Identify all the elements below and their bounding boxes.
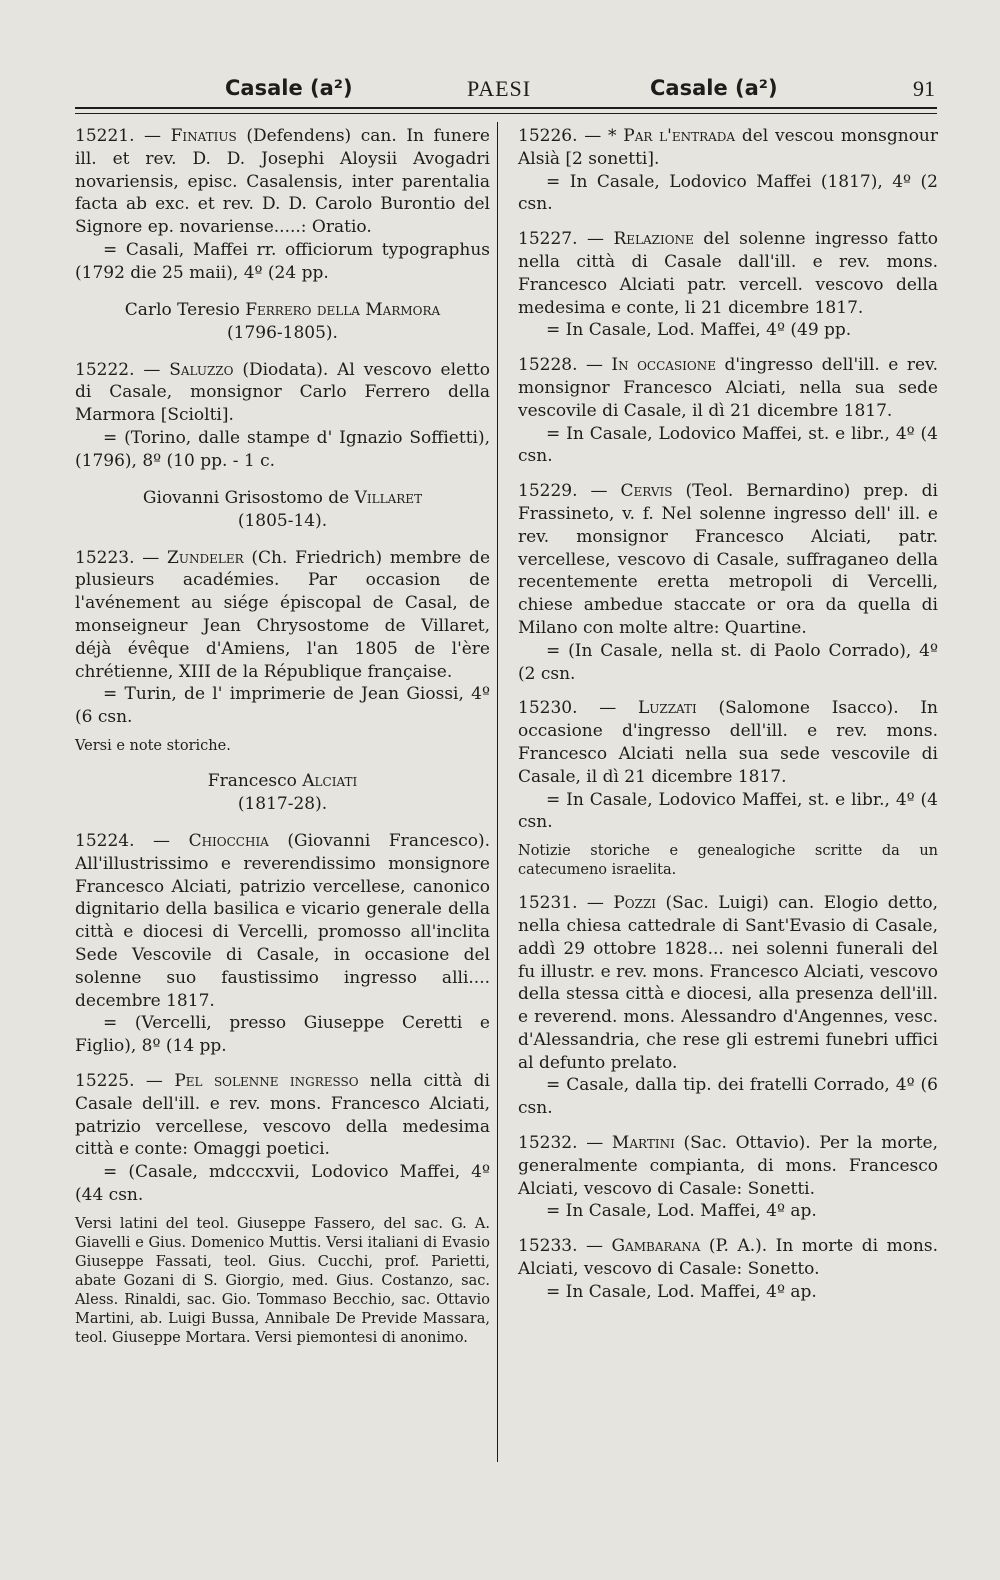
entry-imprint: = In Casale, Lod. Maffei, 4º (49 pp. [546,320,852,341]
entry-number: 15222. — [75,359,170,380]
bibliography-entry [518,697,938,834]
running-head-center: PAESI [467,76,532,101]
entry-body [75,359,490,427]
entry-title: (Sac. Luigi) can. Elogio detto, nella chiesa cattedrale di Sant'Evasio di Casale, addì 29 ottobre 1828... nei solenni funerali del fu illustr. e rev. mons. Francesco Alciati, vescovo della stessa città e diocesi, alla presenza dell'ill. e reverend. mons. Alessandro d'Angennes, vesc. d'Alessandria, che rese gli estremi funebri uffici al defunto prelato. [518,893,938,1073]
bibliography-entry [75,830,490,1058]
entry-body [75,830,490,1012]
entry-imprint: = In Casale, Lod. Maffei, 4º ap. [546,1201,817,1222]
entry-imprint: = (Vercelli, presso Giuseppe Ceretti e Figlio), 8º (14 pp. [75,1013,490,1057]
entry-author: Par l'entrada [623,126,736,146]
entry-number: 15226. — * [518,126,624,146]
entry-author: Saluzzo [169,359,234,380]
entry-number: 15232. — [518,1133,612,1154]
entry-note: Versi e note storiche. [75,737,231,754]
running-head-left: Casale (a²) [225,76,353,100]
entry-imprint: = In Casale, Lodovico Maffei, st. e libr., 4º (4 csn. [518,789,938,833]
entry-note: Notizie storiche e genealogiche scritte da un catecumeno israelita. [518,843,938,879]
entry-title: del solenne ingresso fatto nella città di Casale dall'ill. e rev. mons. Francesco Alciati patr. vercell. vescovo della medesima e conte, li 21 dicembre 1817. [518,229,939,318]
entry-author: Chiocchia [188,830,269,851]
entry-author: Gambarana [611,1236,701,1257]
bibliography-entry [75,125,490,285]
entry-title: d'ingresso dell'ill. e rev. monsignor Francesco Alciati, nella sua sede vescovile di Casale, il dì 21 dicembre 1817. [518,355,938,421]
entry-imprint: = (Casale, mdcccxvii, Lodovico Maffei, 4º (44 csn. [75,1162,490,1205]
bibliography-entry [518,1132,938,1223]
entry-imprint: = In Casale, Lod. Maffei, 4º ap. [546,1281,817,1302]
bibliography-entry [518,892,938,1120]
bishop-heading [75,487,490,533]
bishop-dates: (1796-1805). [227,322,338,343]
entry-title: del vescou monsgnour Alsià [2 sonetti]. [518,126,939,169]
bibliography-entry [518,125,938,216]
entry-body [518,480,938,640]
entry-author: Pel solenne ingresso [174,1070,359,1091]
entry-imprint: = (Torino, dalle stampe d' Ignazio Soffietti), (1796), 8º (10 pp. - 1 c. [75,427,490,471]
bishop-surname: Villaret [354,487,423,508]
bibliography-entry [518,480,938,685]
entry-title: (Sac. Ottavio). Per la morte, generalmente compianta, di mons. Francesco Alciati, vescovo di Casale: Sonetti. [518,1133,938,1199]
entry-imprint: = Turin, de l' imprimerie de Jean Giossi, 4º (6 csn. [75,684,490,728]
entry-number: 15228. — [518,355,612,376]
entry-body [518,125,938,171]
bibliography-entry [518,228,938,342]
entry-number: 15225. — [75,1070,175,1091]
entry-title: (Giovanni Francesco). All'illustrissimo e reverendissimo monsignore Francesco Alciati, patrizio vercellese, canonico dignitario della basilica e vicario generale della città e diocesi di Vercelli, promosso all'inclita Sede Vescovile di Casale, in occasione del solenne suo faustissimo ingresso alli.... decembre 1817. [75,830,490,1011]
running-head-right: Casale (a²) [650,76,778,100]
entry-author: Zundeler [167,547,244,568]
entry-number: 15227. — [518,229,614,250]
bibliography-entry [75,1070,490,1207]
entry-body [75,1070,490,1161]
entry-body [518,1132,938,1200]
bibliography-entry [518,1235,938,1303]
entry-title: (Salomone Isacco). In occasione d'ingresso dell'ill. e rev. mons. Francesco Alciati nella sua sede vescovile di Casale, il dì 21 dicembre 1817. [518,698,938,787]
entry-imprint: = In Casale, Lodovico Maffei (1817), 4º (2 csn. [518,171,938,215]
bishop-heading [75,770,490,816]
entry-body [75,125,490,239]
page-number: 91 [913,76,935,101]
bishop-surname: Ferrero della Marmora [245,299,441,320]
entry-body [518,1235,938,1281]
bibliography-entry [75,359,490,473]
entry-body [518,354,938,422]
entry-imprint: = Casali, Maffei rr. officiorum typographus (1792 die 25 maii), 4º (24 pp. [75,239,490,283]
entry-number: 15221. — [75,126,171,146]
bishop-dates: (1805-14). [237,510,328,531]
entry-note: Versi latini del teol. Giuseppe Fassero, del sac. G. A. Giavelli e Gius. Domenico Muttis. Versi italiani di Evasio Giuseppe Fassati, teol. Gius. Cucchi, prof. Parietti, abate Gozani di S. Giorgio, med. Gius. Costanzo, sac. Aless. Rinaldi, sac. Gio. Tommaso Becchio, sac. Ottavio Martini, ab. Luigi Bussa, Annibale De Previde Massara, teol. Giuseppe Mortara. Versi piemontesi di anonimo. [75,1215,490,1346]
header-rule-thick [75,107,937,109]
bishop-forename: Giovanni Grisostomo de [142,487,355,508]
entry-number: 15224. — [75,830,189,851]
running-head [75,68,935,108]
entry-author: Cervis [620,481,673,502]
entry-author: Pozzi [613,893,657,914]
entry-title: (Teol. Bernardino) prep. di Frassineto, v. f. Nel solenne ingresso dell' ill. e rev. monsignor Francesco Alciati, patr. vercellese, vescovo di Casale, suffraganeo della recentemente eretta metropoli di Vercelli, chiese ambedue staccate or ora da quella di Milano con molte altre: Quartine. [518,481,938,638]
bishop-forename: Francesco [207,770,303,791]
right-column [518,125,938,1316]
entry-title: (Diodata). Al vescovo eletto di Casale, monsignor Carlo Ferrero della Marmora [Sciolti]. [75,359,490,426]
header-rule-thin [75,113,937,114]
left-column [75,125,490,1360]
bibliography-entry [518,354,938,468]
entry-author: Finatius [170,126,237,146]
bishop-surname: Alciati [302,770,358,791]
entry-number: 15229. — [518,481,621,502]
entry-body [75,547,490,684]
entry-number: 15223. — [75,547,168,568]
bibliography-entry [75,547,490,729]
column-divider [497,122,498,1462]
entry-title: nella città di Casale dell'ill. e rev. mons. Francesco Alciati, patrizio vercellese, vescovo della medesima città e conte: Omaggi poetici. [75,1070,490,1160]
entry-author: Luzzati [637,698,697,719]
bishop-dates: (1817-28). [237,793,328,814]
entry-title: (P. A.). In morte di mons. Alciati, vescovo di Casale: Sonetto. [518,1236,938,1280]
bishop-forename: Carlo Teresio [124,299,246,320]
entry-body [518,697,938,788]
entry-number: 15230. — [518,698,638,719]
entry-author: Martini [611,1133,675,1154]
entry-body [518,892,938,1074]
entry-imprint: = (In Casale, nella st. di Paolo Corrado), 4º (2 csn. [518,640,938,684]
entry-imprint: = Casale, dalla tip. dei fratelli Corrado, 4º (6 csn. [518,1075,938,1119]
entry-author: Relazione [613,229,694,250]
entry-author: In occasione [611,355,717,376]
bishop-heading [75,299,490,345]
entry-number: 15233. — [518,1236,612,1257]
entry-title: (Ch. Friedrich) membre de plusieurs académies. Par occasion de l'avénement au siége épiscopal de Casal, de monseigneur Jean Chrysostome de Villaret, déjà évêque d'Amiens, l'an 1805 de l'ère chrétienne, XIII de la République française. [75,547,491,682]
entry-number: 15231. — [518,893,614,914]
entry-title: (Defendens) can. In funere ill. et rev. D. D. Josephi Aloysii Avogadri novariensis, episc. Casalensis, inter parentalia facta ab exc. et rev. D. D. Carolo Burontio del Signore ep. novariense.....: Oratio. [75,126,490,238]
entry-body [518,228,938,319]
entry-imprint: = In Casale, Lodovico Maffei, st. e libr., 4º (4 csn. [518,423,938,467]
